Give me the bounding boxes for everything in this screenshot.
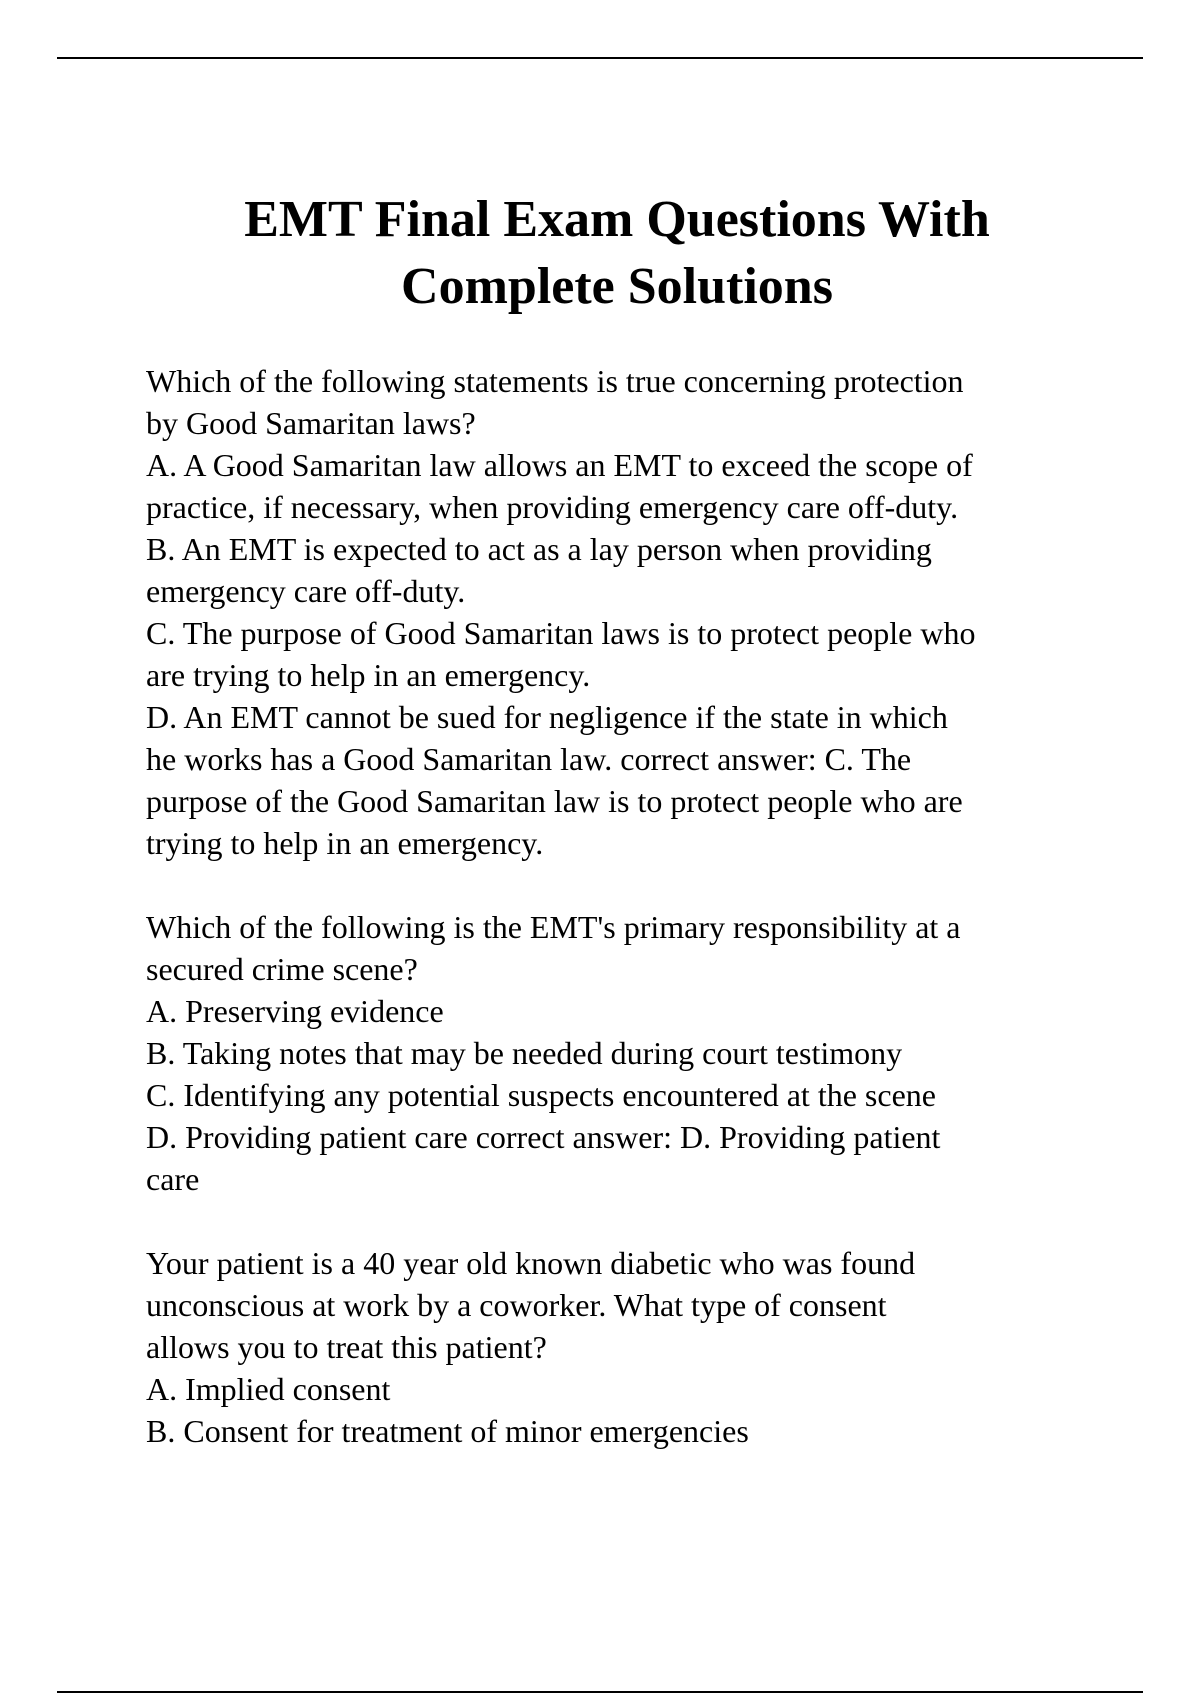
text-line: care bbox=[146, 1161, 200, 1197]
title-line: EMT Final Exam Questions With bbox=[244, 191, 990, 248]
text-line: Which of the following statements is true concerning protection bbox=[146, 363, 964, 399]
title-line: Complete Solutions bbox=[401, 258, 833, 315]
text-line: Which of the following is the EMT's primary responsibility at a bbox=[146, 909, 961, 945]
text-line: B. Consent for treatment of minor emergencies bbox=[146, 1413, 749, 1449]
page-title bbox=[0, 186, 1200, 320]
top-rule bbox=[57, 57, 1143, 59]
text-line: C. The purpose of Good Samaritan laws is to protect people who bbox=[146, 615, 976, 651]
text-line: D. Providing patient care correct answer: D. Providing patient bbox=[146, 1119, 941, 1155]
text-line: by Good Samaritan laws? bbox=[146, 405, 476, 441]
text-line: are trying to help in an emergency. bbox=[146, 657, 591, 693]
text-line: unconscious at work by a coworker. What type of consent bbox=[146, 1287, 887, 1323]
text-line: A. A Good Samaritan law allows an EMT to exceed the scope of bbox=[146, 447, 973, 483]
text-line: trying to help in an emergency. bbox=[146, 825, 544, 861]
text-line: purpose of the Good Samaritan law is to protect people who are bbox=[146, 783, 963, 819]
text-line: D. An EMT cannot be sued for negligence if the state in which bbox=[146, 699, 948, 735]
document-body bbox=[146, 360, 1106, 1452]
text-line: allows you to treat this patient? bbox=[146, 1329, 547, 1365]
question-block-2 bbox=[146, 906, 1106, 1200]
text-line: he works has a Good Samaritan law. correct answer: C. The bbox=[146, 741, 912, 777]
text-line: practice, if necessary, when providing emergency care off-duty. bbox=[146, 489, 959, 525]
text-line: B. Taking notes that may be needed during court testimony bbox=[146, 1035, 903, 1071]
text-line: secured crime scene? bbox=[146, 951, 418, 987]
text-line: A. Preserving evidence bbox=[146, 993, 444, 1029]
bottom-rule bbox=[57, 1691, 1143, 1693]
text-line: A. Implied consent bbox=[146, 1371, 391, 1407]
text-line: emergency care off-duty. bbox=[146, 573, 466, 609]
text-line: B. An EMT is expected to act as a lay person when providing bbox=[146, 531, 932, 567]
text-line: C. Identifying any potential suspects encountered at the scene bbox=[146, 1077, 936, 1113]
question-block-3 bbox=[146, 1242, 1106, 1452]
text-line: Your patient is a 40 year old known diabetic who was found bbox=[146, 1245, 916, 1281]
question-block-1 bbox=[146, 360, 1106, 864]
